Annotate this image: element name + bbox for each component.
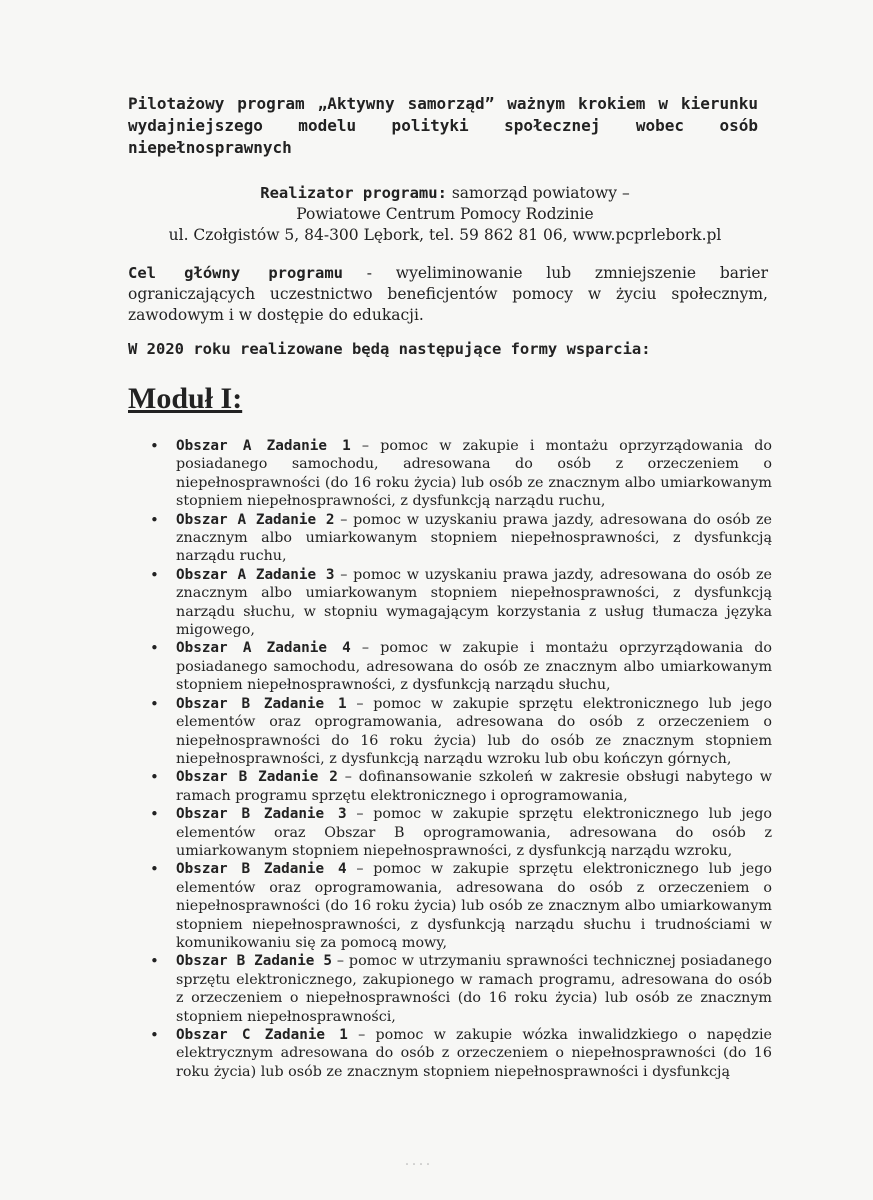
- item-heading: Obszar B Zadanie 1: [176, 695, 347, 712]
- bullet-icon: •: [150, 437, 159, 455]
- bullet-icon: •: [150, 768, 159, 787]
- list-item: [148, 695, 772, 769]
- list-item: [148, 805, 772, 860]
- item-text: – pomoc w zakupie sprzętu elektronicznego lub jego elementów oraz oprogramowania, adresowana do osób z orzeczeniem o niepełnosprawności do 16 roku życia) lub do osób ze znacznym stopniem niepełnosprawności, z dysfunkcją narządu wzroku lub obu kończyn górnych,: [176, 695, 773, 767]
- item-heading: Obszar B Zadanie 5: [176, 953, 332, 970]
- item-text: – pomoc w zakupie sprzętu elektronicznego lub jego elementów oraz Obszar B oprogramowania, adresowana do osób z umiarkowanym stopniem niepełnosprawności, z dysfunkcją narządu wzroku,: [176, 806, 773, 859]
- main-goal-paragraph: [128, 263, 768, 326]
- realizator-line3: ul. Czołgistów 5, 84-300 Lębork, tel. 59 862 81 06, www.pcprlebork.pl: [168, 226, 722, 244]
- document-title: Pilotażowy program „Aktywny samorząd” ważnym krokiem w kierunku wydajniejszego modelu polityki społecznej wobec osób niepełnosprawnych: [128, 94, 758, 157]
- bullet-icon: •: [150, 510, 159, 529]
- module-heading: Moduł I:: [128, 382, 243, 415]
- item-heading: Obszar C Zadanie 1: [176, 1027, 348, 1043]
- realizator-label: Realizator programu:: [260, 184, 447, 202]
- item-heading: Obszar B Zadanie 3: [176, 806, 347, 823]
- item-heading: Obszar B Zadanie 2: [176, 769, 338, 786]
- bullet-icon: •: [150, 952, 159, 971]
- bullet-icon: •: [150, 694, 159, 713]
- main-goal-label: Cel główny programu: [128, 264, 344, 282]
- item-heading: Obszar A Zadanie 1: [176, 438, 351, 454]
- scan-speck-marks: [405, 1162, 435, 1166]
- item-heading: Obszar A Zadanie 4: [176, 640, 351, 657]
- bullet-icon: •: [150, 860, 159, 879]
- list-item: [148, 566, 772, 640]
- item-text: – pomoc w zakupie i montażu oprzyrządowania do posiadanego samochodu, adresowana do osób z orzeczeniem o niepełnosprawności (do 16 roku życia) lub osób ze znacznym albo umiarkowanym stopniem niepełnosprawności, z dysfunkcją narządu ruchu,: [176, 438, 772, 510]
- main-goal-text: - wyeliminowanie lub zmniejszenie barier ograniczających uczestnictwo beneficjentów pomocy w życiu społecznym, zawodowym i w dostępie do edukacji.: [128, 264, 768, 324]
- support-forms-heading: W 2020 roku realizowane będą następujące formy wsparcia:: [128, 340, 651, 358]
- bullet-icon: •: [150, 565, 159, 584]
- item-text: – pomoc w utrzymaniu sprawności technicznej posiadanego sprzętu elektronicznego, zakupionego w ramach programu, adresowana do osób z orzeczeniem o niepełnosprawności (do 16 roku życia) lub osób ze znacznym stopniem niepełnosprawności,: [176, 953, 772, 1025]
- realizator-line1: samorząd powiatowy –: [451, 184, 630, 202]
- bullet-icon: •: [150, 805, 159, 824]
- realizator-line2: Powiatowe Centrum Pomocy Rodzinie: [296, 205, 594, 223]
- item-heading: Obszar A Zadanie 3: [176, 566, 335, 583]
- item-heading: Obszar B Zadanie 4: [176, 861, 347, 878]
- list-item: [148, 511, 772, 566]
- list-item: [148, 952, 772, 1026]
- list-item: [148, 639, 772, 694]
- list-item: [148, 860, 772, 952]
- item-text: – pomoc w zakupie wózka inwalidzkiego o napędzie elektrycznym adresowana do osób z orzeczeniem o niepełnosprawności (do 16 roku życia) lub osób ze znacznym stopniem niepełnosprawności i dysfunkcją: [176, 1027, 772, 1080]
- item-text: – pomoc w zakupie sprzętu elektronicznego lub jego elementów oraz oprogramowania, adresowana do osób z orzeczeniem o niepełnosprawności (do 16 roku życia) lub osób ze znacznym albo umiarkowanym stopniem niepełnosprawności, z dysfunkcją narządu słuchu i trudnościami w komunikowaniu się za pomocą mowy,: [176, 861, 773, 951]
- list-item: [148, 1026, 772, 1081]
- realizator-block: [140, 183, 750, 246]
- list-item: [148, 437, 772, 511]
- bullet-icon: •: [150, 639, 159, 658]
- item-text: – pomoc w uzyskaniu prawa jazdy, adresowana do osób ze znacznym albo umiarkowanym stopniem niepełnosprawności, z dysfunkcją narządu ruchu,: [176, 511, 773, 565]
- item-text: – pomoc w zakupie i montażu oprzyrządowania do posiadanego samochodu, adresowana do osób ze znacznym albo umiarkowanym stopniem niepełnosprawności, z dysfunkcją narządu słuchu,: [176, 640, 772, 694]
- bullet-icon: •: [150, 1026, 159, 1044]
- item-heading: Obszar A Zadanie 2: [176, 511, 335, 528]
- item-text: – pomoc w uzyskaniu prawa jazdy, adresowana do osób ze znacznym albo umiarkowanym stopniem niepełnosprawności, z dysfunkcją narządu słuchu, w stopniu wymagającym korzystania z usług tłumacza języka migowego,: [176, 566, 773, 639]
- list-item: [148, 768, 772, 805]
- item-text: – dofinansowanie szkoleń w zakresie obsługi nabytego w ramach programu sprzętu elektronicznego i oprogramowania,: [176, 769, 772, 804]
- task-list: [148, 437, 772, 1081]
